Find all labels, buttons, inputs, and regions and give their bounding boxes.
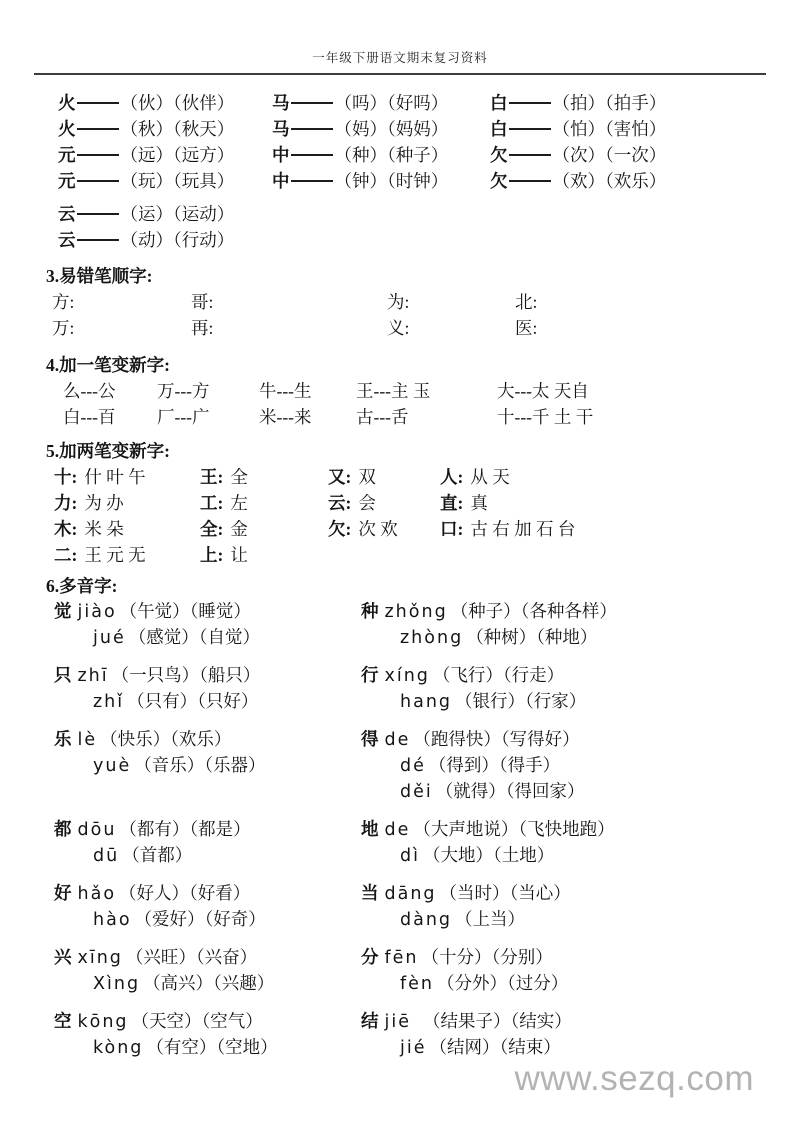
- base-character: 白: [490, 93, 508, 113]
- pair-cell: [58, 168, 272, 194]
- polyphone-character: 结: [361, 1011, 379, 1031]
- add-two-strokes-row: [46, 516, 762, 542]
- base-character: 十:: [54, 467, 78, 487]
- add-two-strokes-item: [440, 464, 762, 490]
- long-dash: [77, 213, 119, 215]
- base-character: 中: [272, 145, 290, 165]
- add-two-strokes-item: [328, 516, 440, 542]
- base-character: 欠: [490, 171, 508, 191]
- polyphone-character: 行: [361, 665, 379, 685]
- add-two-strokes-item: [54, 490, 200, 516]
- polyphone-line: [54, 881, 361, 907]
- long-dash: [291, 128, 333, 130]
- derived-words: （拍）（拍手）: [552, 93, 667, 113]
- base-character: 直:: [440, 493, 464, 513]
- add-two-strokes-item: [200, 464, 328, 490]
- pinyin: de: [384, 820, 411, 840]
- add-two-strokes-rows: [46, 464, 762, 568]
- add-two-strokes-item: [328, 464, 440, 490]
- stroke-order-item: 为:: [387, 292, 410, 312]
- base-character: 云: [58, 204, 76, 224]
- long-dash: [77, 239, 119, 241]
- example-words: （结网）（结束）: [429, 1037, 561, 1057]
- derived-characters: 从 天: [470, 467, 510, 487]
- pinyin: zhǒng: [384, 602, 448, 622]
- polyphone-line: [361, 1009, 762, 1035]
- pinyin: xíng: [384, 666, 430, 686]
- pinyin: děi: [400, 782, 433, 802]
- stroke-order-item: 哥:: [191, 292, 214, 312]
- pair-cell: [58, 90, 272, 116]
- add-two-strokes-item: [328, 490, 440, 516]
- pair-cell: [272, 90, 490, 116]
- add-one-stroke-item: 万---方: [157, 381, 210, 401]
- example-words: （大地）（土地）: [422, 845, 555, 865]
- long-dash: [291, 102, 333, 104]
- polyphone-character: 空: [54, 1011, 72, 1031]
- base-character: 元: [58, 145, 76, 165]
- stroke-order-row: [46, 289, 762, 315]
- add-two-strokes-item: [200, 542, 328, 568]
- polyphone-character: 地: [361, 819, 379, 839]
- derived-characters: 真: [470, 493, 488, 513]
- add-two-strokes-item: [440, 516, 762, 542]
- polyphone-character: 得: [361, 729, 379, 749]
- base-character: 全:: [200, 519, 224, 539]
- pair-cell: [58, 142, 272, 168]
- base-character: 二:: [54, 545, 78, 565]
- base-character: 马: [272, 119, 290, 139]
- example-words: （兴旺）（兴奋）: [125, 947, 258, 967]
- base-character: 上:: [200, 545, 224, 565]
- base-character: 王:: [200, 467, 224, 487]
- derived-words: （伙）（伙伴）: [120, 93, 235, 113]
- add-one-stroke-row: [46, 404, 762, 430]
- section-add-two-strokes: [46, 438, 762, 568]
- section-stroke-order: [46, 263, 762, 341]
- add-one-stroke-row: [46, 378, 762, 404]
- pinyin: yuè: [93, 756, 132, 776]
- add-two-strokes-row: [46, 542, 762, 568]
- polyphone-line: [361, 727, 762, 753]
- polyphone-block: [46, 663, 762, 715]
- pinyin: jiē: [384, 1012, 411, 1032]
- example-words: （感觉）（自觉）: [128, 627, 260, 647]
- polyphone-entry: [361, 599, 762, 651]
- polyphone-line: [361, 625, 762, 651]
- pinyin: dì: [400, 846, 420, 866]
- polyphone-line: [361, 753, 762, 779]
- polyphone-line: [361, 817, 762, 843]
- derived-words: （妈）（妈妈）: [334, 119, 449, 139]
- section-title-stroke-order: 3.易错笔顺字:: [46, 266, 153, 286]
- polyphone-character: 只: [54, 665, 72, 685]
- stroke-order-item: 义:: [387, 318, 410, 338]
- long-dash: [291, 180, 333, 182]
- polyphone-entry: [54, 599, 361, 651]
- polyphone-line: [54, 971, 361, 997]
- add-one-stroke-item: 么---公: [63, 381, 116, 401]
- add-one-stroke-item: 古---舌: [356, 407, 409, 427]
- base-character: 中: [272, 171, 290, 191]
- derived-words: （次）（一次）: [552, 145, 667, 165]
- pinyin: dé: [400, 756, 426, 776]
- long-dash: [509, 180, 551, 182]
- pairs-extra-row: [46, 227, 762, 253]
- polyphone-line: [54, 625, 361, 651]
- polyphone-character: 兴: [54, 947, 72, 967]
- polyphone-block: [46, 727, 762, 805]
- add-two-strokes-item: [200, 490, 328, 516]
- derived-characters: 什 叶 午: [84, 467, 146, 487]
- derived-characters: 金: [230, 519, 248, 539]
- polyphone-entry: [54, 945, 361, 997]
- stroke-order-rows: [46, 289, 762, 341]
- example-words: （飞行）（行走）: [432, 665, 565, 685]
- stroke-order-row: [46, 315, 762, 341]
- add-one-stroke-rows: [46, 378, 762, 430]
- example-words: （当时）（当心）: [439, 883, 571, 903]
- pinyin: hang: [400, 692, 453, 712]
- polyphone-line: [54, 843, 361, 869]
- pair-cell: [490, 168, 762, 194]
- pinyin: zhòng: [400, 628, 464, 648]
- polyphone-entry: [361, 881, 762, 933]
- polyphone-block: [46, 817, 762, 869]
- derived-characters: 米 朵: [84, 519, 124, 539]
- base-character: 人:: [440, 467, 464, 487]
- header-title: 一年级下册语文期末复习资料: [312, 51, 488, 65]
- example-words: （只有）（只好）: [127, 691, 259, 711]
- example-words: （跑得快）（写得好）: [413, 729, 580, 749]
- polyphone-line: [361, 881, 762, 907]
- polyphone-line: [361, 599, 762, 625]
- derived-words: （远）（远方）: [120, 145, 235, 165]
- section-character-pairs: [46, 90, 762, 194]
- pairs-extra-row: [46, 201, 762, 227]
- derived-words: （运）（运动）: [120, 204, 235, 224]
- pinyin: zhǐ: [93, 692, 125, 712]
- stroke-order-item: 万:: [52, 318, 75, 338]
- pinyin: dōu: [77, 820, 117, 840]
- pinyin: hǎo: [77, 884, 117, 904]
- section-title-add-two-strokes: 5.加两笔变新字:: [46, 441, 170, 461]
- add-one-stroke-item: 厂---广: [157, 407, 210, 427]
- document-content: [0, 75, 800, 1061]
- polyphone-entry: [54, 727, 361, 805]
- polyphone-line: [54, 599, 361, 625]
- example-words: （种树）（种地）: [466, 627, 598, 647]
- add-two-strokes-row: [46, 464, 762, 490]
- derived-words: （钟）（时钟）: [334, 171, 449, 191]
- add-two-strokes-item: [200, 516, 328, 542]
- section-title-add-one-stroke: 4.加一笔变新字:: [46, 355, 170, 375]
- pairs-row: [46, 90, 762, 116]
- polyphone-block: [46, 881, 762, 933]
- derived-words: （怕）（害怕）: [552, 119, 667, 139]
- add-one-stroke-item: 米---来: [259, 407, 312, 427]
- add-two-strokes-item: [440, 490, 762, 516]
- page-header: [0, 0, 800, 75]
- polyphone-character: 分: [361, 947, 379, 967]
- polyphone-character: 当: [361, 883, 379, 903]
- pairs-row: [46, 116, 762, 142]
- pair-cell: [490, 142, 762, 168]
- base-character: 木:: [54, 519, 78, 539]
- add-one-stroke-item: 白---百: [63, 407, 116, 427]
- add-one-stroke-item: 大---太 天自: [497, 381, 589, 401]
- base-character: 欠: [490, 145, 508, 165]
- pinyin: zhī: [77, 666, 109, 686]
- derived-words: （种）（种子）: [334, 145, 449, 165]
- base-character: 工:: [200, 493, 224, 513]
- derived-words: （秋）（秋天）: [120, 119, 235, 139]
- polyphone-line: [54, 663, 361, 689]
- derived-characters: 为 办: [84, 493, 124, 513]
- example-words: （银行）（行家）: [455, 691, 587, 711]
- example-words: （好人）（好看）: [119, 883, 251, 903]
- stroke-order-item: 医:: [515, 318, 538, 338]
- long-dash: [77, 180, 119, 182]
- pairs-row: [46, 168, 762, 194]
- derived-characters: 次 欢: [358, 519, 398, 539]
- pinyin: dū: [93, 846, 120, 866]
- pair-cell: [490, 90, 762, 116]
- polyphone-line: [361, 907, 762, 933]
- polyphone-line: [54, 727, 361, 753]
- long-dash: [509, 154, 551, 156]
- base-character: 马: [272, 93, 290, 113]
- add-two-strokes-item: [54, 464, 200, 490]
- derived-words: （玩）（玩具）: [120, 171, 235, 191]
- add-two-strokes-row: [46, 490, 762, 516]
- section-polyphones: [46, 573, 762, 1061]
- long-dash: [77, 128, 119, 130]
- pair-cell: [272, 116, 490, 142]
- section-character-pairs-extra: [46, 201, 762, 253]
- section-title-polyphones: 6.多音字:: [46, 576, 118, 596]
- example-words: （有空）（空地）: [146, 1037, 278, 1057]
- derived-characters: 会: [358, 493, 376, 513]
- pair-cell: [272, 142, 490, 168]
- derived-words: （动）（行动）: [120, 230, 235, 250]
- polyphone-line: [54, 817, 361, 843]
- example-words: （上当）: [455, 909, 526, 929]
- polyphone-blocks: [46, 599, 762, 1061]
- example-words: （结果子）（结实）: [423, 1011, 572, 1031]
- polyphone-character: 乐: [54, 729, 72, 749]
- polyphone-line: [361, 971, 762, 997]
- base-character: 云:: [328, 493, 352, 513]
- example-words: （就得）（得回家）: [435, 781, 585, 801]
- watermark: www.sezq.com: [514, 1059, 754, 1098]
- polyphone-entry: [361, 727, 762, 805]
- section-add-one-stroke: [46, 352, 762, 430]
- polyphone-entry: [361, 817, 762, 869]
- long-dash: [77, 154, 119, 156]
- example-words: （种子）（各种各样）: [450, 601, 617, 621]
- derived-characters: 古 右 加 石 台: [470, 519, 576, 539]
- pinyin: fèn: [400, 974, 435, 994]
- pairs-row: [46, 142, 762, 168]
- base-character: 火: [58, 119, 76, 139]
- polyphone-entry: [361, 663, 762, 715]
- pinyin: Xìng: [93, 974, 141, 994]
- example-words: （分外）（过分）: [437, 973, 569, 993]
- long-dash: [509, 102, 551, 104]
- example-words: （午觉）（睡觉）: [119, 601, 251, 621]
- polyphone-entry: [54, 881, 361, 933]
- example-words: （大声地说）（飞快地跑）: [413, 819, 615, 839]
- polyphone-block: [46, 945, 762, 997]
- example-words: （得到）（得手）: [428, 755, 561, 775]
- example-words: （快乐）（欢乐）: [100, 729, 232, 749]
- pinyin: jué: [93, 628, 126, 648]
- derived-words: （欢）（欢乐）: [552, 171, 667, 191]
- stroke-order-item: 方:: [52, 292, 75, 312]
- long-dash: [509, 128, 551, 130]
- polyphone-line: [361, 1035, 762, 1061]
- add-two-strokes-item: [54, 516, 200, 542]
- base-character: 白: [490, 119, 508, 139]
- pinyin: kōng: [77, 1012, 129, 1032]
- pair-cell: [490, 116, 762, 142]
- long-dash: [77, 102, 119, 104]
- derived-words: （吗）（好吗）: [334, 93, 449, 113]
- derived-characters: 全: [230, 467, 248, 487]
- example-words: （天空）（空气）: [131, 1011, 263, 1031]
- pinyin: xīng: [77, 948, 123, 968]
- example-words: （十分）（分别）: [421, 947, 553, 967]
- polyphone-line: [54, 753, 361, 779]
- polyphone-entry: [54, 663, 361, 715]
- polyphone-character: 觉: [54, 601, 72, 621]
- pinyin: fēn: [384, 948, 419, 968]
- base-character: 元: [58, 171, 76, 191]
- polyphone-line: [361, 945, 762, 971]
- base-character: 口:: [440, 519, 464, 539]
- polyphone-line: [54, 1035, 361, 1061]
- pinyin: dāng: [384, 884, 437, 904]
- pinyin: jié: [400, 1038, 427, 1058]
- pinyin: hào: [93, 910, 132, 930]
- polyphone-entry: [361, 945, 762, 997]
- pair-cell: [58, 116, 272, 142]
- add-two-strokes-item: [54, 542, 200, 568]
- pinyin: dàng: [400, 910, 453, 930]
- example-words: （首都）: [122, 845, 193, 865]
- polyphone-character: 好: [54, 883, 72, 903]
- derived-characters: 双: [358, 467, 376, 487]
- polyphone-line: [361, 689, 762, 715]
- stroke-order-item: 再:: [191, 318, 214, 338]
- stroke-order-item: 北:: [515, 292, 538, 312]
- derived-characters: 王 元 无: [84, 545, 146, 565]
- polyphone-block: [46, 599, 762, 651]
- example-words: （都有）（都是）: [119, 819, 251, 839]
- pair-cell: [272, 168, 490, 194]
- derived-characters: 让: [230, 545, 248, 565]
- example-words: （爱好）（好奇）: [134, 909, 266, 929]
- polyphone-line: [54, 1009, 361, 1035]
- polyphone-entry: [54, 817, 361, 869]
- base-character: 力:: [54, 493, 78, 513]
- base-character: 云: [58, 230, 76, 250]
- polyphone-entry: [361, 1009, 762, 1061]
- polyphone-entry: [54, 1009, 361, 1061]
- polyphone-line: [54, 689, 361, 715]
- pinyin: jiào: [77, 602, 117, 622]
- polyphone-line: [54, 907, 361, 933]
- example-words: （一只鸟）（船只）: [111, 665, 261, 685]
- derived-characters: 左: [230, 493, 248, 513]
- add-one-stroke-item: 牛---生: [259, 381, 312, 401]
- polyphone-character: 都: [54, 819, 72, 839]
- polyphone-line: [54, 945, 361, 971]
- polyphone-block: [46, 1009, 762, 1061]
- add-one-stroke-item: 十---千 土 干: [497, 407, 594, 427]
- polyphone-line: [361, 843, 762, 869]
- example-words: （音乐）（乐器）: [134, 755, 266, 775]
- pinyin: kòng: [93, 1038, 144, 1058]
- polyphone-line: [361, 779, 762, 805]
- base-character: 欠:: [328, 519, 352, 539]
- polyphone-character: 种: [361, 601, 379, 621]
- pair-cell: [58, 204, 234, 224]
- example-words: （高兴）（兴趣）: [143, 973, 275, 993]
- pair-cell: [58, 230, 234, 250]
- polyphone-line: [361, 663, 762, 689]
- base-character: 又:: [328, 467, 352, 487]
- pinyin: lè: [77, 730, 98, 750]
- pinyin: de: [384, 730, 411, 750]
- add-one-stroke-item: 王---主 玉: [356, 381, 431, 401]
- base-character: 火: [58, 93, 76, 113]
- long-dash: [291, 154, 333, 156]
